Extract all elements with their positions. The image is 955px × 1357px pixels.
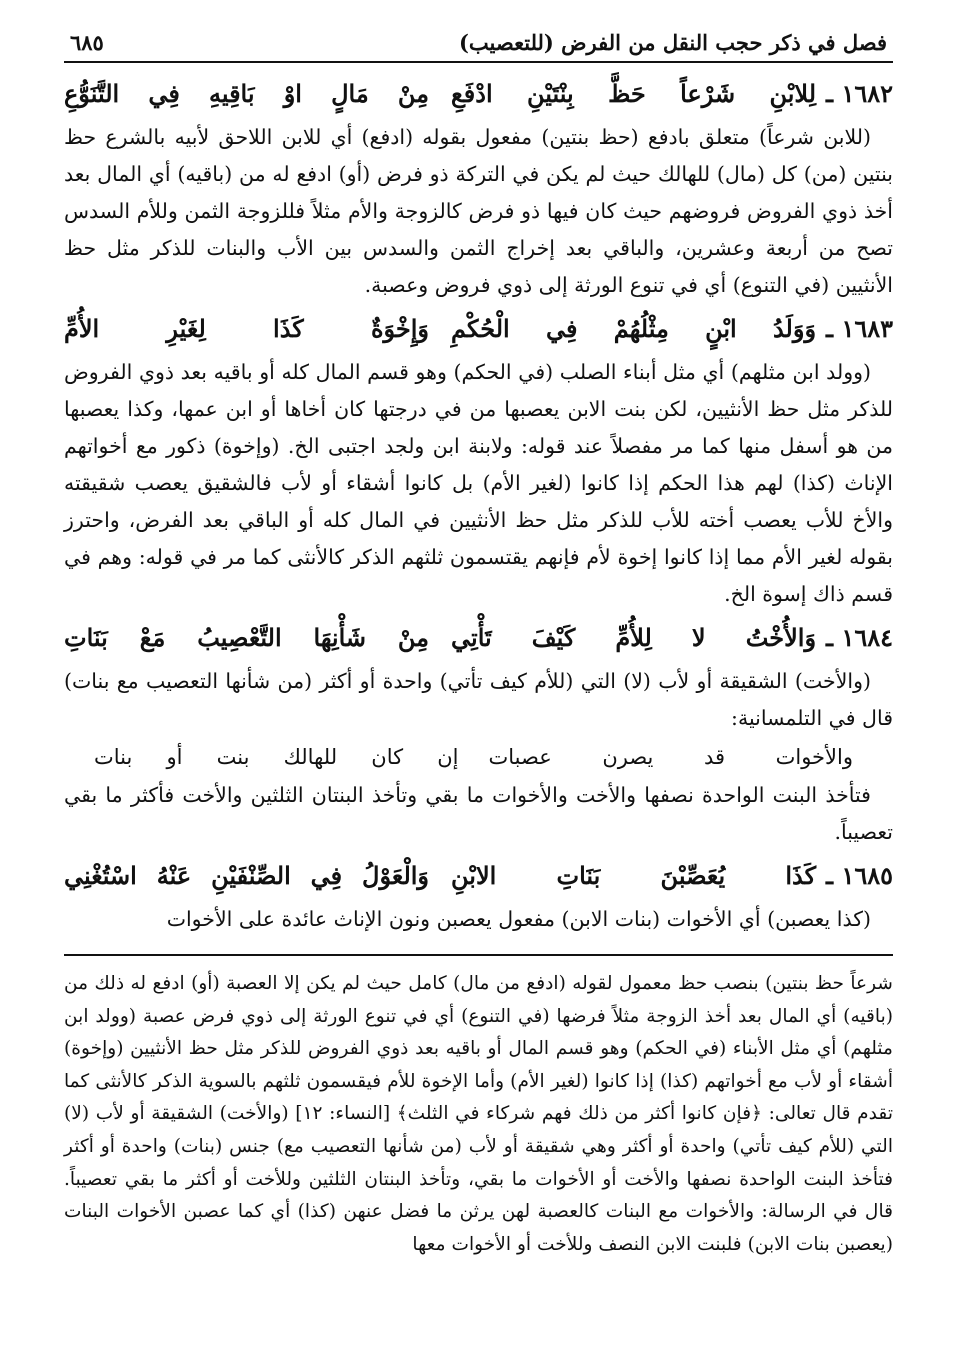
verse-number: ١٦٨٢ ـ — [826, 79, 893, 108]
verse-hemistich-first: لِلابْنِ شَرْعاً حَظَّ بِنْتَيْنِ ادْفَعِ — [451, 79, 817, 108]
verse-1685 — [64, 855, 893, 897]
verse-number: ١٦٨٥ ـ — [826, 861, 893, 890]
verse-1683 — [64, 308, 893, 350]
verse-1684 — [64, 617, 893, 659]
commentary-paragraph: فتأخذ البنت الواحدة نصفها والأخت والأخوات ما بقي وتأخذ البنتان الثلثين والأخت فأكثر ما بقي تعصيباً. — [64, 783, 893, 844]
verse-hemistich-first: وَالأُخْتُ لا لِلأُمِّ كَيْفَ تَأْتِي — [451, 623, 817, 652]
verse-hemistich-second: وَالْعَوْلُ فِي الصِّنْفَيْنِ عَنْهُ اسْتُغْنِي — [63, 861, 430, 890]
poem-hemistich-first: والأخوات قد يصرن عصبات — [488, 745, 853, 769]
verse-number: ١٦٨٤ ـ — [826, 623, 893, 652]
quoted-poem-line — [64, 737, 893, 777]
page-number: ٦٨٥ — [70, 30, 104, 55]
poem-hemistich-second: إن كان للهالك بنت أو بنات — [94, 745, 459, 769]
verse-1682 — [64, 73, 893, 115]
verse-hemistich-second: مِنْ مَالٍ اوْ بَاقِيهِ فِي التَّنَوُّعِ — [63, 79, 430, 108]
commentary-paragraph: (للابن شرعاً) متعلق بادفع (حظ بنتين) مفعول بقوله (ادفع) أي للابن اللاحق لأبيه بالشرع حظ بنتين (من) كل (مال) للهالك حيث لم يكن في التركة ذو فرض (أو) ادفع له من (باقيه) أي المال بعد أخذ ذوي الفروض فروضهم حيث كان فيها ذو فرض كالزوجة والأم مثلاً فللزوجة الثمن وللأم السدس تصح من أربعة وعشرين، والباقي بعد إخراج الثمن والسدس بين الأب والبنات للذكر مثل حظ الأنثيين (في التنوع) أي في تنوع الورثة إلى ذوي فروض وعصبة. — [64, 125, 893, 297]
verse-hemistich-second: وَإِخْوَةٌ كَذَا لِغَيْرِ الأُمِّ — [63, 314, 430, 343]
verse-number: ١٦٨٣ ـ — [826, 314, 893, 343]
verse-hemistich-first: كَذَا يُعَصِّبْنَ بَنَاتِ الابْنِ — [451, 861, 817, 890]
commentary-paragraph: (وولد ابن مثلهم) أي مثل أبناء الصلب (في الحكم) وهو قسم المال كله أو باقيه بعد ذوي الفروض للذكر مثل حظ الأنثيين، لكن بنت الابن يعصبها من في درجتها كان أخاها أو ابن عمها، وكذا يعصبها من هو أسفل منها كما مر مفصلاً عند قوله: ولابنة ابن ولجد اجتبى الخ. (وإخوة) ذكور مع أخواتهم الإناث (كذا) لهم هذا الحكم إذا كانوا (لغير الأم) بل كانوا أشقاء أو لأب فالشقيق يعصب شقيقته والأخ للأب يعصب أخته للأب للذكر مثل حظ الأنثيين في المال كله أو الباقي بعد الفرض، واحترز بقوله لغير الأم مما إذا كانوا إخوة لأم فإنهم يقتسمون ثلثهم الذكر كالأنثى كما مر في قوله: وهم في قسم ذاك إسوة الخ. — [64, 360, 893, 606]
book-page — [64, 30, 893, 1337]
footnote-divider — [64, 954, 893, 956]
running-title: فصل في ذكر حجب النقل من الفرض (للتعصيب) — [459, 30, 887, 55]
verse-hemistich-second: مِنْ شَأْنِهَا التَّعْصِيبُ مَعْ بَنَاتِ — [63, 623, 430, 652]
commentary-paragraph: (كذا يعصبن) أي الأخوات (بنات الابن) مفعول يعصبن ونون الإناث عائدة على الأخوات — [166, 907, 871, 931]
footnote-text: شرعاً حظ بنتين) بنصب حظ معمول لقوله (ادفع من مال) كامل حيث لم يكن إلا العصبة (أو) ادفع له ذلك من (باقيه) أي المال بعد أخذ الزوجة مثلاً فرضها (في التنوع) أي في تنوع الورثة إلى ذوي فرض عصبة (وولد ابن مثلهم) أي مثل الأبناء (في الحكم) وهو قسم المال أو باقيه بعد ذوي الفروض للذكر مثل حظ الأنثيين (وإخوة) أشقاء أو لأب مع أخواتهم (كذا) إذا كانوا (لغير الأم) وأما الإخوة للأم فيقسمون ثلثهم بالسوية الذكر كالأنثى كما تقدم قال تعالى: ﴿فإن كانوا أكثر من ذلك فهم شركاء في الثلث﴾ [النساء: ١٢] (والأخت) الشقيقة أو لأب (لا) التي (للأم كيف تأتي) واحدة أو أكثر وهي شقيقة أو لأب (من شأنها التعصيب مع) جنس (بنات) واحدة أو أكثر فتأخذ البنت الواحدة نصفها والأخت أو الأخوات ما بقي، وتأخذ البنتان الثلثين وللأخت أو أكثر ما بقي تعصيباً. قال في الرسالة: والأخوات مع البنات كالعصبة لهن يرثن ما فضل عنهن (كذا) أي كما عصبن الأخوات البنات (يعصبن بنات الابن) فلبنت الابن النصف وللأخت أو الأخوات معها — [64, 973, 894, 1255]
page-header — [64, 30, 893, 63]
verse-hemistich-first: وَوَلَدُ ابْنٍ مِثْلُهُمْ فِي الْحُكْمِ — [451, 314, 817, 343]
commentary-paragraph: (والأخت) الشقيقة أو لأب (لا) التي (للأم كيف تأتي) واحدة أو أكثر (من شأنها التعصيب مع بنات) قال في التلمسانية: — [64, 669, 893, 730]
